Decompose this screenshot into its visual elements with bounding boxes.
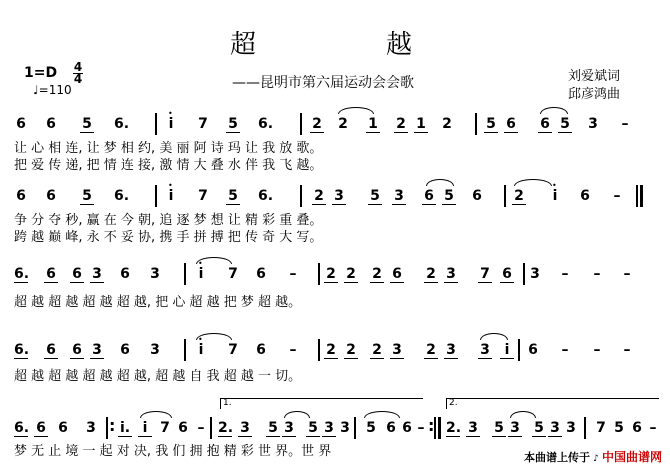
time-signature: 4 4 <box>73 60 83 86</box>
lyricist-credit: 刘爱斌词 <box>568 69 621 84</box>
lyrics-line: 把 爱 传 递, 把 情 连 接, 激 情 大 叠 水 伴 我 飞 越。 <box>14 158 323 173</box>
song-subtitle: ——昆明市第六届运动会会歌 <box>232 75 414 91</box>
volta-bracket-1: 1. <box>220 398 423 409</box>
score-row-2: 6 6 5 6. i • 7 5 6. 2 3 5 3 6 5 6 2 i • 6 – 争 分 夺 秒, 赢 在 今 朝, 追 逐 梦 想 让 精 彩 重 叠。 跨 越 巅 峰, 永 不 妥 协, 携 手 拼 搏 把 传 奇 大 写。 <box>0 188 670 222</box>
lyrics-line: 让 心 相 连, 让 梦 相 约, 美 丽 阿 诗 玛 让 我 放 歌。 <box>14 141 323 156</box>
lyrics-line: 超 越 超 越 超 越 超 越, 把 心 超 越 把 梦 超 越。 <box>14 295 302 310</box>
song-title: 超 越 <box>230 30 413 60</box>
score-row-1: 6 6 5 6. i • 7 5 6. 2 2 1 2 1 2 5 6 6 5 3 – 让 心 相 连, 让 梦 相 约, 美 丽 阿 诗 玛 让 我 放 歌。 把 爱 传 递, 把 情 连 接, 激 情 大 叠 水 伴 我 飞 越。 <box>14 109 629 173</box>
site-logo: 中国曲谱网 <box>601 450 662 464</box>
score-row-3: 6. 6 6 3 6 3 i • 7 6 – 2 2 2 6 2 3 7 6 3 – – – 超 越 超 越 超 越 超 越, 把 心 超 越 把 梦 超 越。 <box>14 259 631 310</box>
volta-bracket-2: 2. <box>446 398 659 409</box>
lyrics-line: 超 越 超 越 超 越 超 越, 超 越 自 我 超 越 一 切。 <box>14 369 302 384</box>
tempo-marking: ♩=110 <box>33 83 72 97</box>
lyrics-line: 争 分 夺 秒, 赢 在 今 朝, 追 逐 梦 想 让 精 彩 重 叠。 <box>14 213 323 228</box>
key-signature: 1=D <box>24 65 58 81</box>
lyrics-line: 梦 无 止 境 一 起 对 决, 我 们 拥 抱 精 彩 世 界。世 界 <box>14 444 332 459</box>
composer-credit: 邱彦鸿曲 <box>568 87 621 102</box>
score-row-4: 6. 6 6 3 6 3 i • 7 6 – 2 2 2 3 2 3 3 i 6 – – – 超 越 超 越 超 越 超 越, 超 越 自 我 超 越 一 切。 <box>14 335 631 384</box>
lyrics-line: 跨 越 巅 峰, 永 不 妥 协, 携 手 拼 搏 把 传 奇 大 写。 <box>14 230 323 245</box>
score-row-5: 6. 6 6 3 : i. i 7 6 – 2. 3 5 3 5 3 3 5 6 6 – : 2. 3 5 3 5 3 3 7 5 6 – 1. 2. 梦 无 止 境 一 起 对 决, 我 们 拥 抱 精 彩 世 界。世 界 <box>0 420 670 454</box>
watermark-footer: 本曲谱上传于 ♪ 中国曲谱网 <box>523 450 662 464</box>
